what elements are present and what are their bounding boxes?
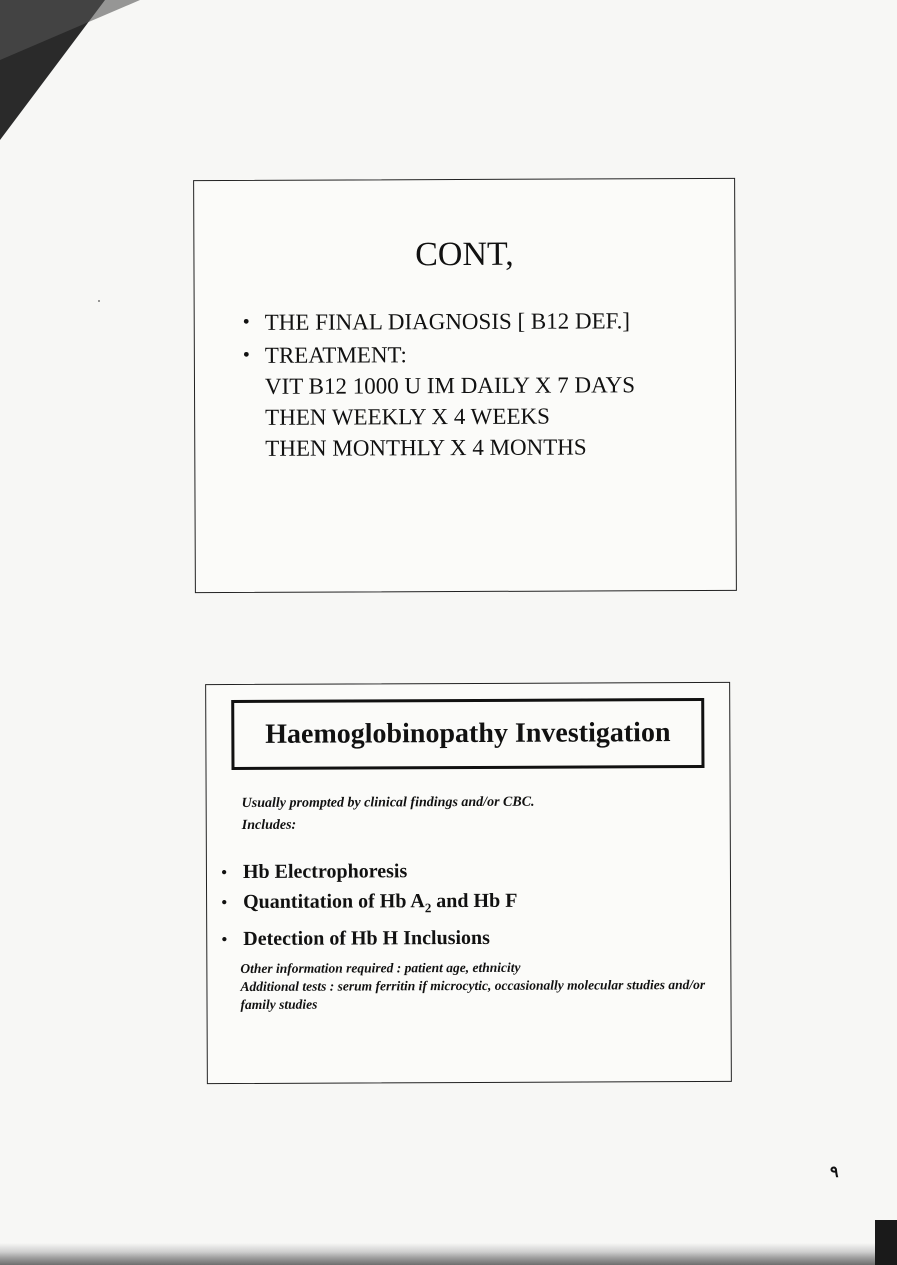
slide-cont xyxy=(193,178,737,593)
bullet-final-diagnosis: • THE FINAL DIAGNOSIS [ B12 DEF.] xyxy=(243,305,635,338)
list-item-quantitation xyxy=(219,886,518,924)
includes-label: Includes: xyxy=(241,817,297,833)
slide2-title: Haemoglobinopathy Investigation xyxy=(231,698,704,770)
slide2-notes xyxy=(240,958,710,1014)
quantitation-text: Quantitation of Hb A xyxy=(243,890,425,913)
note-additional-tests: Additional tests : serum ferritin if microcytic, occasionally molecular studies and/or family studies xyxy=(240,976,706,1012)
slide2-intro xyxy=(242,792,535,837)
list-item-electrophoresis: • Hb Electrophoresis xyxy=(219,856,517,887)
bullet-treatment: • TREATMENT: xyxy=(243,338,635,371)
treatment-line: THEN WEEKLY X 4 WEEKS xyxy=(265,403,550,430)
treatment-line: VIT B12 1000 U IM DAILY X 7 DAYS xyxy=(264,372,636,399)
scan-bottom-edge xyxy=(0,1243,897,1265)
quantitation-text-end: and Hb F xyxy=(431,889,518,913)
intro-text: Usually prompted by clinical findings and/or CBC. xyxy=(241,794,535,811)
page-number: ٩ xyxy=(830,1164,839,1181)
investigation-list xyxy=(219,856,518,954)
scan-speck xyxy=(98,300,100,302)
slide-haemoglobinopathy xyxy=(205,682,732,1084)
subscript-2: 2 xyxy=(424,900,432,916)
treatment-line: THEN MONTHLY X 4 MONTHS xyxy=(265,434,587,461)
scan-corner-shadow-soft xyxy=(0,0,140,60)
scan-bottom-right-shadow xyxy=(875,1220,897,1265)
slide1-title: CONT, xyxy=(415,235,514,274)
slide1-bullet-list xyxy=(243,305,636,464)
note-other-information: Other information required : patient age, ethnicity xyxy=(240,959,521,976)
list-item-hbh-inclusions: • Detection of Hb H Inclusions xyxy=(219,923,517,954)
